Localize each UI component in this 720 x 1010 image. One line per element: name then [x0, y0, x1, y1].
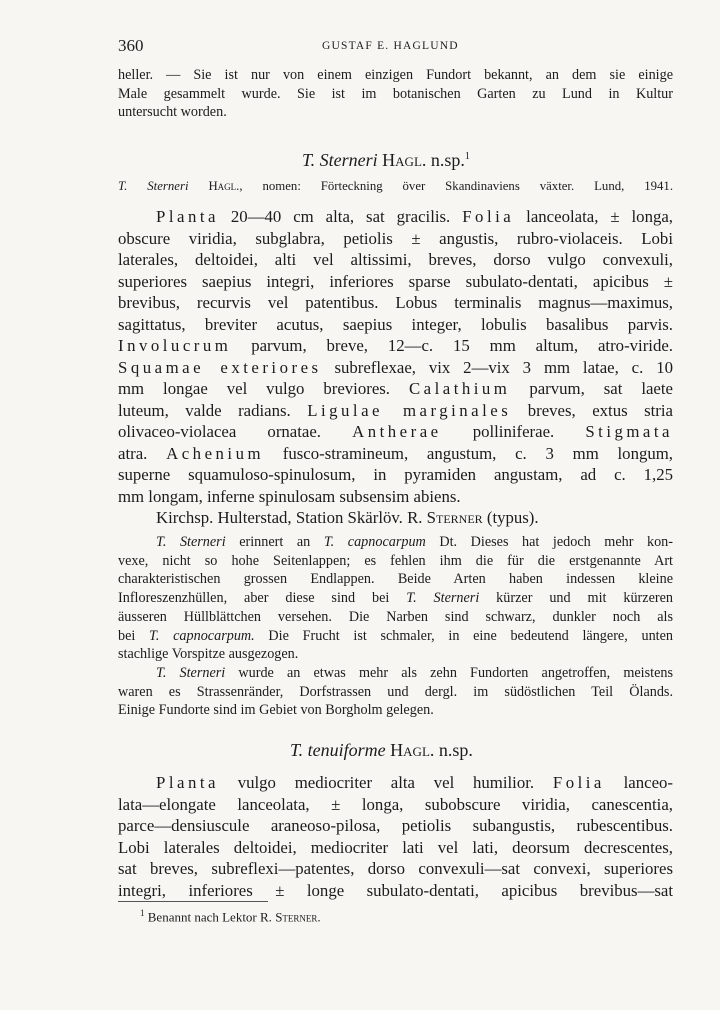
reference-text: , nomen: Förteckning över Skandinaviens växter. Lund, 1941. — [239, 179, 674, 193]
reference-species: T. Sterneri — [118, 179, 189, 193]
text-line: Lobi laterales deltoidei, mediocriter lati vel lati, deorsum decrescentes, — [118, 837, 673, 857]
text-line: obscure viridia, subglabra, petiolis ± angustis, rubro-violaceis. Lobi — [118, 228, 673, 248]
species-name: T. Sterneri — [302, 150, 378, 170]
text-line: bei T. capnocarpum. Die Frucht ist schmaler, in eine bedeutend längere, unten — [118, 627, 673, 644]
text-line: Einige Fundorte sind im Gebiet von Borgholm gelegen. — [118, 702, 434, 719]
text-line: Involucrum parvum, breve, 12—c. 15 mm altum, atro-viride. — [118, 336, 673, 355]
text-line: Planta vulgo mediocriter alta vel humilior. Folia lanceo- — [156, 773, 673, 792]
species-status: n.sp. — [430, 150, 465, 170]
text-line: Infloreszenzhüllen, aber diese sind bei T. Sterneri kürzer und mit kürzeren — [118, 590, 673, 607]
text-line: superiores saepius integri, inferiores sparse subulato-dentati, apicibus ± — [118, 271, 673, 291]
running-title: GUSTAF E. HAGLUND — [322, 40, 459, 52]
latin-description-tenuiforme — [118, 772, 673, 901]
species-heading-tenuiforme — [290, 740, 473, 761]
text-line: parce—densiuscule araneoso-pilosa, petiolis subangustis, rubescentibus. — [118, 816, 673, 835]
species-status: n.sp. — [438, 740, 473, 760]
nomen-reference — [118, 178, 673, 195]
footnote-marker: 1 — [464, 151, 470, 162]
species-name: T. tenuiforme — [290, 740, 386, 760]
text-line: heller. — Sie ist nur von einem einzigen Fundort bekannt, an dem sie einige — [118, 67, 673, 83]
text-line: Kirchsp. Hulterstad, Station Skärlöv. R. Sterner (typus). — [156, 508, 539, 527]
footnote: $^1$ Benannt nach Lektor R. Sterner. — [140, 908, 321, 925]
intro-paragraph — [118, 66, 673, 122]
text-line: mm longae vel vulgo breviores. Calathium parvum, sat laete — [118, 379, 673, 398]
german-discussion — [118, 533, 673, 720]
species-heading-sterneri — [302, 150, 470, 171]
text-line: integri, inferiores ± longe subulato-dentati, apicibus brevibus—sat — [118, 880, 673, 900]
text-line: vexe, nicht so hohe Seitenlappen; es fehlen ihm die für die erstgenannte Art — [118, 552, 673, 569]
text-line: waren es Strassenränder, Dorfstrassen und dergl. im südöstlichen Teil Ölands. — [118, 683, 673, 700]
footnote-number: 1 — [140, 908, 145, 918]
latin-description-sterneri — [118, 206, 673, 529]
species-author: Hagl. — [390, 740, 435, 760]
text-line: Squamae exteriores subreflexae, vix 2—vix 3 mm latae, c. 10 — [118, 357, 673, 377]
footnote-rule — [118, 901, 268, 902]
text-line: lata—elongate lanceolata, ± longa, subobscure viridia, canescentia, — [118, 794, 673, 814]
page-number: 360 — [118, 36, 144, 55]
text-line: olivaceo-violacea ornatae. Antherae polliniferae. Stigmata — [118, 422, 673, 441]
text-line: äusseren Hüllblättchen versehen. Die Narben sind schwarz, dunkler noch als — [118, 608, 673, 625]
text-line: Planta 20—40 cm alta, sat gracilis. Folia lanceolata, ± longa, — [156, 207, 673, 226]
text-line: brevibus, recurvis vel patentibus. Lobus terminalis magnus—maximus, — [118, 293, 673, 312]
text-line: charakteristischen grossen Endlappen. Beide Arten haben indessen kleine — [118, 571, 673, 588]
text-line: T. Sterneri erinnert an T. capnocarpum Dt. Dieses hat jedoch mehr kon- — [156, 534, 673, 550]
text-line: sagittatus, breviter acutus, saepius integer, lobulis basalibus parvis. — [118, 314, 673, 334]
species-author: Hagl. — [382, 150, 427, 170]
text-line: luteum, valde radians. Ligulae marginales breves, extus stria — [118, 400, 673, 420]
text-line: superne squamuloso-spinulosum, in pyramiden angustam, ad c. 1,25 — [118, 465, 673, 484]
text-line: laterales, deltoidei, alti vel altissimi, breves, dorso vulgo convexuli, — [118, 250, 673, 269]
text-line: T. Sterneri wurde an etwas mehr als zehn Fundorten angetroffen, meistens — [156, 664, 673, 681]
text-line: sat breves, subreflexi—patentes, dorso convexuli—sat convexi, superiores — [118, 859, 673, 878]
text-line: stachlige Vorspitze ausgezogen. — [118, 646, 299, 663]
text-line: untersucht worden. — [118, 104, 227, 121]
text-line: atra. Achenium fusco-stramineum, angustum, c. 3 mm longum, — [118, 443, 673, 463]
reference-author: Hagl. — [208, 179, 240, 193]
text-line: mm longam, inferne spinulosam subsensim abiens. — [118, 486, 461, 506]
text-line: Male gesammelt wurde. Sie ist im botanischen Garten zu Lund in Kultur — [118, 85, 673, 102]
